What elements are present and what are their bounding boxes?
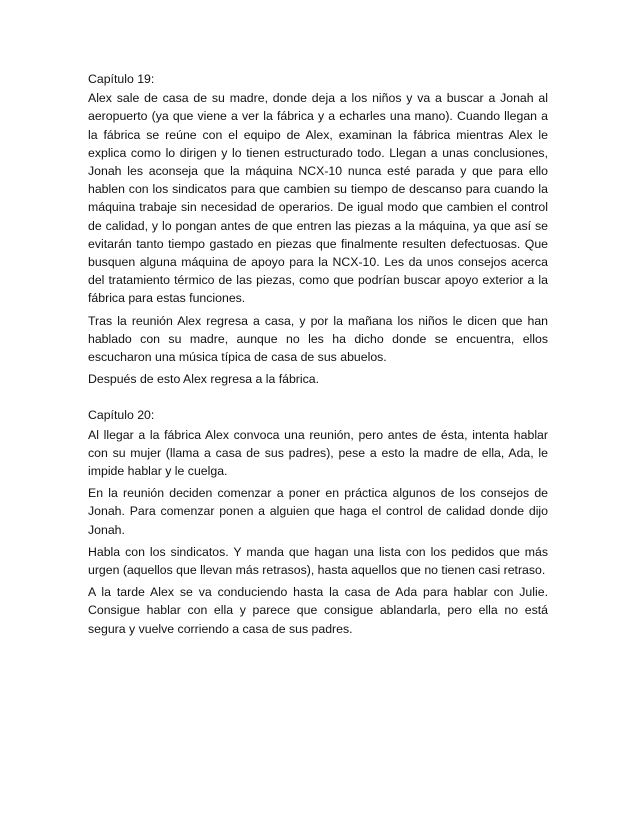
chapter-20-paragraph-3: Habla con los sindicatos. Y manda que hagan una lista con los pedidos que más urgen (aquellos que llevan más retrasos), hasta aquellos que no tienen casi retraso.	[88, 544, 548, 578]
document-body	[88, 70, 548, 642]
chapter-20-heading: Capítulo 20:	[88, 408, 155, 423]
chapter-19-paragraph-1: Alex sale de casa de su madre, donde deja a los niños y va a buscar a Jonah al aeropuerto (ya que viene a ver la fábrica y a echarles una mano). Cuando llegan a la fábrica se reúne con el equipo de Alex, examinan la fábrica mientras Alex le explica como lo dirigen y lo tienen estructurado todo. Llegan a unas conclusiones, Jonah les aconseja que la máquina NCX-10 nunca esté parada y que para ello hablen con los sindicatos para que cambien su tiempo de descanso para cuando la máquina trabaje sin necesidad de operarios. De igual modo que cambien el control de calidad, y lo pongan antes de que entren las piezas a la máquina, ya que así se evitarán tanto tiempo gastado en piezas que finalmente resulten defectuosas. Que busquen alguna máquina de apoyo para la NCX-10. Les da unos consejos acerca del tratamiento térmico de las piezas, como que podrían buscar apoyo exterior a la fábrica para estas funciones.	[88, 91, 548, 306]
chapter-19-paragraph-2: Tras la reunión Alex regresa a casa, y por la mañana los niños le dicen que han hablado con su madre, aunque no les ha dicho donde se encuentra, ellos escucharon una música típica de casa de sus abuelos.	[88, 313, 548, 365]
chapter-20-paragraph-4: A la tarde Alex se va conduciendo hasta la casa de Ada para hablar con Julie. Consigue hablar con ella y parece que consigue ablandarla, pero ella no está segura y vuelve corriendo a casa de sus padres.	[88, 585, 548, 636]
chapter-19-heading: Capítulo 19:	[88, 72, 155, 86]
section-spacer	[88, 392, 548, 406]
chapter-20-paragraph-2: En la reunión deciden comenzar a poner en práctica algunos de los consejos de Jonah. Para comenzar ponen a alguien que haga el control de calidad donde dijo Jonah.	[88, 486, 548, 537]
chapter-20-section	[88, 406, 548, 637]
chapter-19-paragraph-3: Después de esto Alex regresa a la fábrica.	[88, 372, 320, 387]
chapter-19-section	[88, 70, 548, 388]
chapter-20-paragraph-1: Al llegar a la fábrica Alex convoca una reunión, pero antes de ésta, intenta hablar con su mujer (llama a casa de sus padres), pese a esto la madre de ella, Ada, le impide hablar y le cuelga.	[88, 427, 548, 479]
